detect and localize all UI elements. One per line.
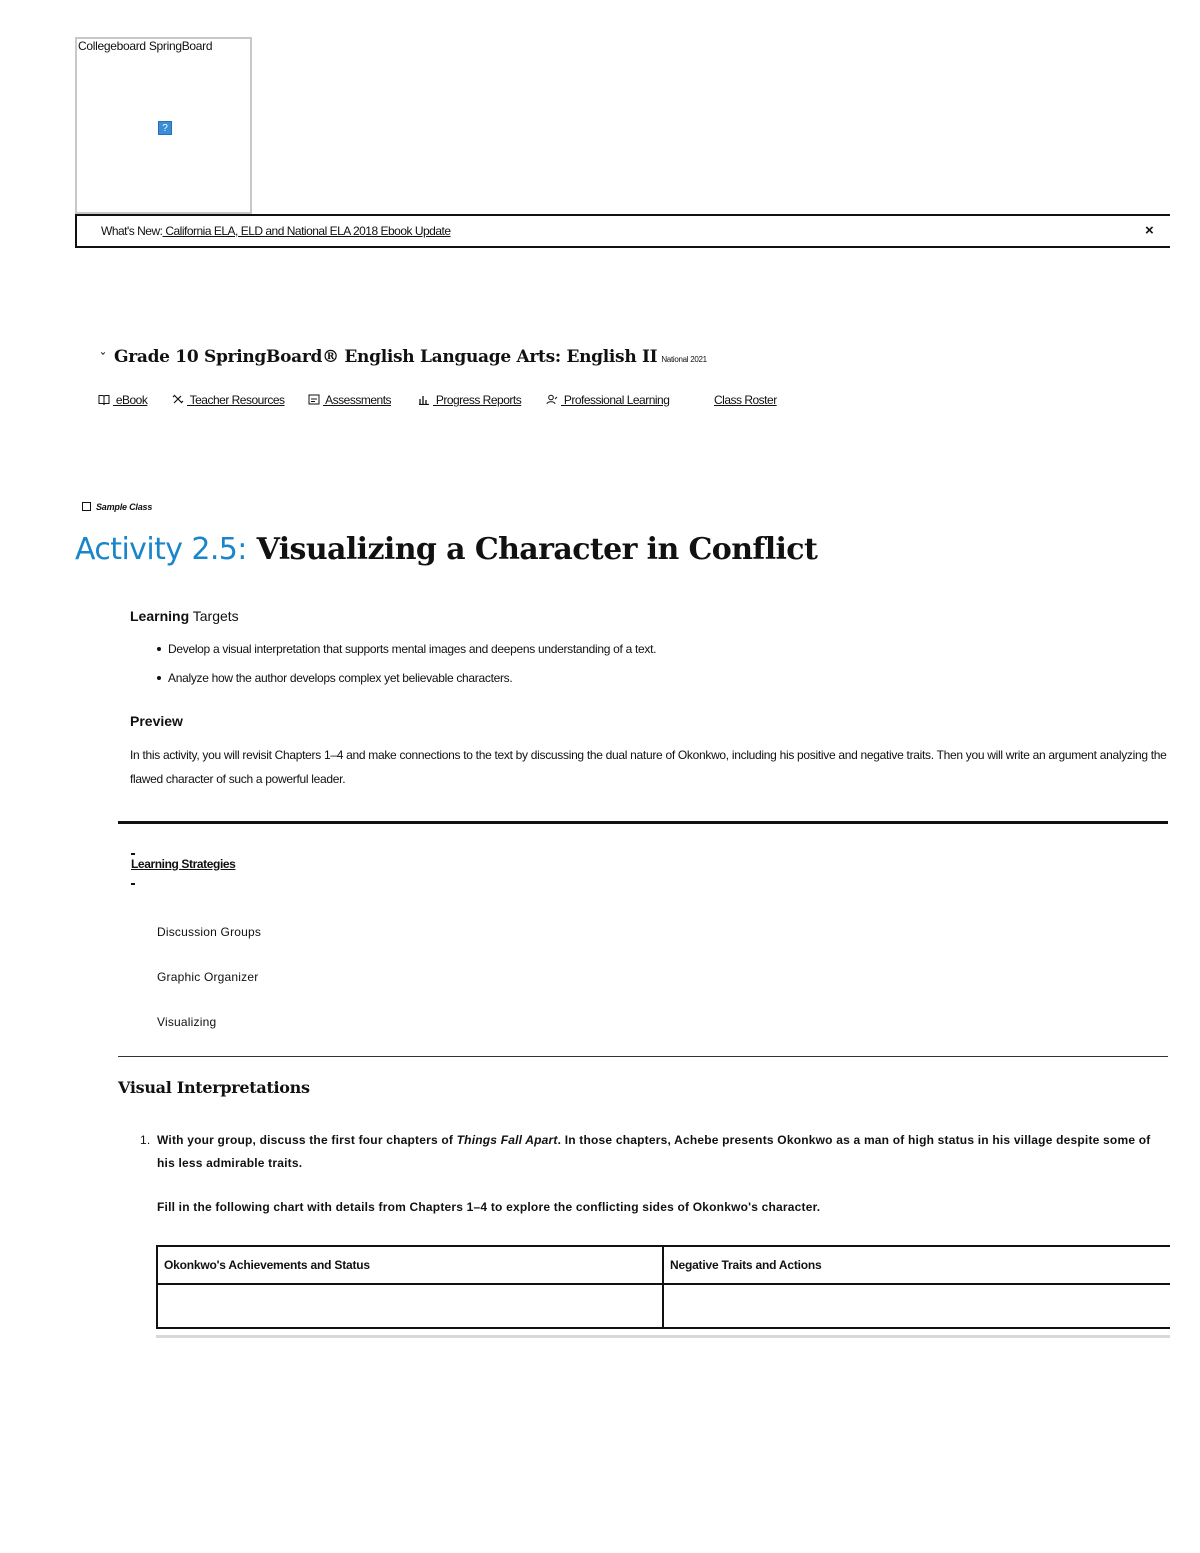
table-header-row (157, 1246, 1170, 1284)
nav-teacher-resources-label: Teacher Resources (187, 393, 285, 407)
nav-ebook[interactable] (98, 393, 147, 407)
nav-progress-reports-label: Progress Reports (433, 393, 522, 407)
section-divider (118, 1056, 1168, 1057)
broken-image-icon: ? (158, 121, 172, 135)
learning-strategies-link[interactable]: Learning Strategies (131, 857, 236, 871)
table-bottom-border (156, 1335, 1170, 1338)
clipboard-icon (308, 394, 320, 405)
learning-target-text: Develop a visual interpretation that supports mental images and deepens understanding of a text. (168, 642, 657, 656)
banner-text (101, 224, 451, 238)
banner-label: What's New: (101, 224, 163, 238)
bar-chart-icon (418, 394, 430, 405)
chevron-down-icon[interactable]: ˇ (100, 351, 106, 365)
nav-progress-reports[interactable] (418, 393, 521, 407)
course-edition: National 2021 (661, 355, 707, 364)
chart-instruction: Fill in the following chart with details from Chapters 1–4 to explore the conflicting sides of Okonkwo's character. (157, 1200, 821, 1214)
visual-interpretations-heading: Visual Interpretations (118, 1078, 310, 1097)
nav-teacher-resources[interactable] (172, 393, 285, 407)
question-text (157, 1129, 1170, 1175)
activity-number: Activity 2.5: (75, 532, 247, 567)
strategy-item: Visualizing (157, 1015, 217, 1029)
strategy-item: Graphic Organizer (157, 970, 259, 984)
book-icon (98, 394, 110, 405)
logo-alt-text: Collegeboard SpringBoard (78, 39, 213, 53)
class-selector[interactable] (82, 502, 152, 512)
book-title: Things Fall Apart (456, 1133, 558, 1147)
table-header-achievements: Okonkwo's Achievements and Status (157, 1246, 663, 1284)
course-title[interactable] (100, 347, 707, 367)
strategy-item: Discussion Groups (157, 925, 262, 939)
class-icon (82, 502, 91, 511)
springboard-logo[interactable] (75, 37, 252, 214)
bullet-icon (157, 647, 161, 651)
course-title-text: Grade 10 SpringBoard® English Language Arts: English II (114, 347, 658, 367)
nav-class-roster[interactable]: Class Roster (714, 393, 777, 407)
person-icon (546, 394, 558, 405)
nav-assessments[interactable] (308, 393, 391, 407)
close-icon[interactable]: × (1145, 222, 1154, 239)
activity-title-text: Visualizing a Character in Conflict (246, 532, 818, 567)
preview-heading: Preview (130, 713, 183, 729)
learning-targets-heading-bold: Learning (130, 608, 190, 624)
dash-marker (131, 853, 135, 855)
question-number: 1. (140, 1133, 151, 1147)
table-cell-input[interactable] (663, 1284, 1170, 1328)
question-text-part2: . In those chapters, Achebe presents Okonkwo as a man of high status in his village despite some of his less admirable traits. (157, 1133, 1151, 1170)
table-row (157, 1284, 1170, 1328)
bullet-icon (157, 676, 161, 680)
learning-target-text: Analyze how the author develops complex yet believable characters. (168, 671, 513, 685)
nav-ebook-label: eBook (113, 393, 148, 407)
dash-marker (131, 883, 135, 885)
list-item (157, 642, 656, 656)
graphic-organizer-table (156, 1245, 1170, 1329)
preview-text: In this activity, you will revisit Chapters 1–4 and make connections to the text by discussing the dual nature of Okonkwo, including his positive and negative traits. Then you will write an argument analyzing the flawed character of such a powerful leader. (130, 748, 1167, 786)
table-header-negative-traits: Negative Traits and Actions (663, 1246, 1170, 1284)
list-item (157, 671, 512, 685)
learning-targets-heading-rest: Targets (189, 608, 239, 624)
question-text-part1: With your group, discuss the first four chapters of (157, 1133, 457, 1147)
learning-targets-heading (130, 608, 239, 624)
nav-assessments-label: Assessments (323, 393, 392, 407)
class-label-text: Sample Class (96, 502, 153, 512)
tools-icon (172, 394, 184, 405)
table-cell-input[interactable] (157, 1284, 663, 1328)
whats-new-banner (75, 214, 1170, 248)
banner-update-link[interactable]: California ELA, ELD and National ELA 2018 Ebook Update (162, 224, 451, 238)
question-1 (140, 1129, 1170, 1175)
page-title (75, 532, 817, 567)
nav-professional-learning[interactable] (546, 393, 669, 407)
section-divider (118, 821, 1168, 824)
nav-professional-learning-label: Professional Learning (561, 393, 670, 407)
